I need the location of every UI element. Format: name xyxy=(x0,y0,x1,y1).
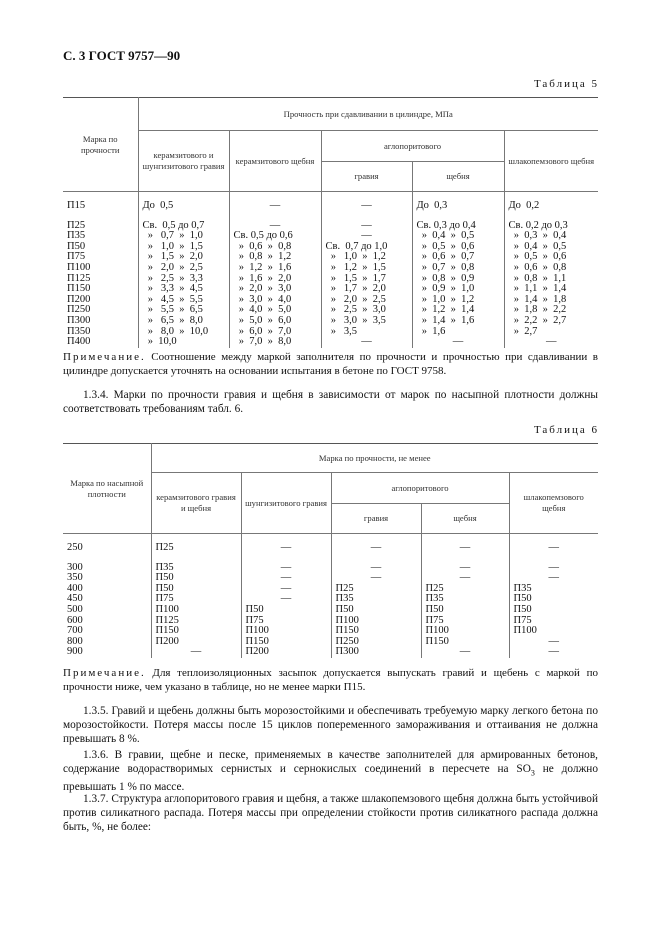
table-row xyxy=(63,337,598,348)
paragraph-1-3-4 xyxy=(63,388,598,416)
table-cell: Св. 0,2 до 0,3 xyxy=(504,221,598,232)
table-cell: П250 xyxy=(67,304,91,316)
table-cell: 700 xyxy=(67,625,83,637)
table-cell: П100 xyxy=(509,626,598,637)
table5-col-keramz-gravel: керамзитового и шунгизитового гравия xyxy=(138,131,229,192)
subscript: 3 xyxy=(530,768,535,778)
paragraph-text: не должно превышать 1 % по массе. xyxy=(63,763,598,794)
table-cell: » 4,5 » 5,5 xyxy=(138,295,229,306)
table-cell: П350 xyxy=(67,325,91,337)
note-label: Примечание. xyxy=(63,351,146,363)
table-cell: П125 xyxy=(67,272,91,284)
table-cell: » 0,8 » 1,2 xyxy=(229,252,321,263)
table-cell: » 2,7 xyxy=(504,327,598,338)
table-cell: » 3,3 » 4,5 xyxy=(138,284,229,295)
table-cell: » 2,5 » 3,3 xyxy=(138,274,229,285)
table-cell: П200 xyxy=(151,637,241,648)
table-cell: » 0,6 » 0,8 xyxy=(504,263,598,274)
table-cell: — xyxy=(321,192,412,221)
table-cell: П75 xyxy=(509,616,598,627)
table-cell: 500 xyxy=(67,603,83,615)
table-cell: Св. 0,3 до 0,4 xyxy=(412,221,504,232)
table-row xyxy=(63,605,598,616)
table-cell: — xyxy=(151,647,241,658)
table-cell: П35 xyxy=(509,584,598,595)
table5-col-slag: шлакопемзового щебня xyxy=(504,131,598,192)
table-cell: До 0,2 xyxy=(504,192,598,221)
paragraph-1-3-5 xyxy=(63,704,598,746)
table-cell: П75 xyxy=(67,251,86,263)
table6-col-shung: шунгизитового гравия xyxy=(241,473,331,534)
table-cell: П150 xyxy=(421,637,509,648)
table-cell: Св. 0,5 до 0,6 xyxy=(229,231,321,242)
table-cell: » 6,5 » 8,0 xyxy=(138,316,229,327)
table5-col-grade: Марка по прочности xyxy=(63,98,138,192)
table-cell: П50 xyxy=(151,584,241,595)
table-cell: — xyxy=(321,221,412,232)
table-cell: П150 xyxy=(331,626,421,637)
table-cell: » 2,2 » 2,7 xyxy=(504,316,598,327)
table-cell: » 0,5 » 0,6 xyxy=(412,242,504,253)
table-cell: » 1,0 » 1,2 xyxy=(321,252,412,263)
table-cell: » 2,0 » 2,5 xyxy=(138,263,229,274)
table-cell: 600 xyxy=(67,614,83,626)
table-cell: П25 xyxy=(421,584,509,595)
table5-col-agloporit: аглопоритового xyxy=(321,131,504,162)
table-cell: » 1,1 » 1,4 xyxy=(504,284,598,295)
paragraph-text: 1.3.7. Структура аглопоритового гравия и щебня, а также шлакопемзового щебня должна быть устойчивой против силикатного распада. Потеря массы при определении стойкости против силикатного распада должна быть, %, не более: xyxy=(63,793,598,833)
table-cell: » 1,5 » 2,0 xyxy=(138,252,229,263)
table-cell: П50 xyxy=(67,240,86,252)
table-cell: » 2,0 » 3,0 xyxy=(229,284,321,295)
note-label: Примечание. xyxy=(63,667,146,679)
table6-note xyxy=(63,666,598,694)
table-cell: » 0,4 » 0,5 xyxy=(412,231,504,242)
page-header: С. 3 ГОСТ 9757—90 xyxy=(63,48,181,63)
table-cell: П300 xyxy=(331,647,421,658)
table-cell: » 1,7 » 2,0 xyxy=(321,284,412,295)
table-row xyxy=(63,637,598,648)
table-row xyxy=(63,647,598,658)
table-cell: П25 xyxy=(67,219,86,231)
paragraph-text: 1.3.4. Марки по прочности гравия и щебня в зависимости от марок по насыпной плотности должны соответствовать требованиям табл. 6. xyxy=(63,389,598,415)
table-cell: » 6,0 » 7,0 xyxy=(229,327,321,338)
table-cell: — xyxy=(331,573,421,584)
table-cell: П200 xyxy=(241,647,331,658)
table-cell: П150 xyxy=(67,283,91,295)
table-cell: П50 xyxy=(241,605,331,616)
table-row xyxy=(63,263,598,274)
table-cell: П50 xyxy=(509,605,598,616)
table-cell: — xyxy=(331,563,421,574)
paragraph-text: 1.3.6. В гравии, щебне и песке, применяемых в качестве заполнителей для армированных бетонов, содержание водорастворимых сернистых и сернокислых соединений в пересчете на SO xyxy=(63,749,598,775)
table-cell: » 3,0 » 3,5 xyxy=(321,316,412,327)
table-cell: — xyxy=(241,534,331,563)
table-cell: — xyxy=(504,337,598,348)
table-cell: — xyxy=(509,534,598,563)
table-cell: 400 xyxy=(67,582,83,594)
table-cell: П100 xyxy=(241,626,331,637)
table-cell: — xyxy=(421,534,509,563)
table6-col-grade: Марка по насыпной плотности xyxy=(63,444,151,534)
table-cell: П125 xyxy=(151,616,241,627)
table-cell: П50 xyxy=(421,605,509,616)
table-cell: » 1,2 » 1,6 xyxy=(229,263,321,274)
table5-caption: Таблица 5 xyxy=(533,78,599,90)
table-cell: » 0,6 » 0,8 xyxy=(229,242,321,253)
table-cell: » 1,2 » 1,5 xyxy=(321,263,412,274)
table-cell: — xyxy=(229,192,321,221)
table-cell: П100 xyxy=(331,616,421,627)
note-text: Соотношение между маркой заполнителя по прочности и прочностью при сдавливании в цилиндре допускается уточнять на основании испытания в бетоне по ГОСТ 9758. xyxy=(63,351,598,377)
table-cell: — xyxy=(321,231,412,242)
table6-col-keramz: керамзитового гравия и щебня xyxy=(151,473,241,534)
table-cell: — xyxy=(321,337,412,348)
table-cell: » 1,5 » 1,7 xyxy=(321,274,412,285)
table-cell: 800 xyxy=(67,635,83,647)
table-cell: » 1,6 xyxy=(412,327,504,338)
table-cell: П25 xyxy=(151,534,241,563)
table-cell: 300 xyxy=(67,561,83,573)
table5-col-keramz-crushed: керамзитового щебня xyxy=(229,131,321,192)
table-cell: П35 xyxy=(151,563,241,574)
table-cell: П35 xyxy=(331,594,421,605)
table5 xyxy=(63,97,598,348)
table-cell: — xyxy=(509,563,598,574)
table-cell: 250 xyxy=(67,542,83,553)
table-cell: » 0,8 » 1,1 xyxy=(504,274,598,285)
table-cell: — xyxy=(421,563,509,574)
table-cell: » 10,0 xyxy=(138,337,229,348)
table-cell: » 0,8 » 0,9 xyxy=(412,274,504,285)
table-cell: » 1,4 » 1,8 xyxy=(504,295,598,306)
table-cell: П35 xyxy=(67,230,86,242)
table6-group-header: Марка по прочности, не менее xyxy=(151,444,598,473)
table-cell: » 1,0 » 1,5 xyxy=(138,242,229,253)
table-cell: П200 xyxy=(67,293,91,305)
table-cell: — xyxy=(509,573,598,584)
table-cell: » 5,5 » 6,5 xyxy=(138,305,229,316)
table-cell: — xyxy=(241,594,331,605)
table-cell: » 1,8 » 2,2 xyxy=(504,305,598,316)
table6-col-aglo-crushed: щебня xyxy=(421,504,509,534)
table-cell: Св. 0,7 до 1,0 xyxy=(321,242,412,253)
table6 xyxy=(63,443,598,658)
table-cell: 900 xyxy=(67,646,83,658)
table-cell: — xyxy=(421,647,509,658)
table-cell: — xyxy=(509,647,598,658)
table-cell: — xyxy=(331,534,421,563)
table-cell: — xyxy=(509,637,598,648)
table-cell: П75 xyxy=(151,594,241,605)
table-cell: » 8,0 » 10,0 xyxy=(138,327,229,338)
paragraph-1-3-7 xyxy=(63,792,598,834)
table-cell: П300 xyxy=(67,314,91,326)
table-row xyxy=(63,626,598,637)
table-cell: » 3,5 xyxy=(321,327,412,338)
table-cell: » 0,9 » 1,0 xyxy=(412,284,504,295)
table-cell: П25 xyxy=(331,584,421,595)
table-cell: » 0,3 » 0,4 xyxy=(504,231,598,242)
table5-note xyxy=(63,350,598,378)
table-cell: П75 xyxy=(421,616,509,627)
table-cell: 450 xyxy=(67,593,83,605)
table-cell: » 1,0 » 1,2 xyxy=(412,295,504,306)
table-cell: — xyxy=(241,573,331,584)
table-row xyxy=(63,192,598,221)
table-cell: » 0,4 » 0,5 xyxy=(504,242,598,253)
table6-col-aglo-gravel: гравия xyxy=(331,504,421,534)
table-cell: П100 xyxy=(421,626,509,637)
table-cell: — xyxy=(421,573,509,584)
table-cell: П100 xyxy=(67,261,91,273)
table-cell: П50 xyxy=(331,605,421,616)
table-cell: П35 xyxy=(421,594,509,605)
table-cell: П400 xyxy=(67,336,91,348)
table-cell: » 0,7 » 1,0 xyxy=(138,231,229,242)
table-cell: 350 xyxy=(67,572,83,584)
table-cell: » 1,4 » 1,6 xyxy=(412,316,504,327)
table-cell: П75 xyxy=(241,616,331,627)
table-row xyxy=(63,316,598,327)
table5-col-aglo-gravel: гравия xyxy=(321,162,412,192)
note-text: Для теплоизоляционных засыпок допускается выпускать гравий и щебень с маркой по прочности ниже, чем указано в таблице, но не менее марки П15. xyxy=(63,667,598,693)
table-cell: » 0,7 » 0,8 xyxy=(412,263,504,274)
table-cell: » 2,0 » 2,5 xyxy=(321,295,412,306)
table-cell: » 1,6 » 2,0 xyxy=(229,274,321,285)
table-cell: — xyxy=(229,221,321,232)
table-cell: » 4,0 » 5,0 xyxy=(229,305,321,316)
table-cell: До 0,3 xyxy=(412,192,504,221)
table-cell: Св. 0,5 до 0,7 xyxy=(138,221,229,232)
table-row xyxy=(63,563,598,574)
table-cell: П150 xyxy=(241,637,331,648)
table-cell: П50 xyxy=(151,573,241,584)
table6-col-slag: шлакопемзового щебня xyxy=(509,473,598,534)
table-cell: До 0,5 xyxy=(138,192,229,221)
paragraph-1-3-6 xyxy=(63,748,598,794)
table-cell: » 3,0 » 4,0 xyxy=(229,295,321,306)
table-cell: » 0,5 » 0,6 xyxy=(504,252,598,263)
table-cell: — xyxy=(241,584,331,595)
table-cell: П250 xyxy=(331,637,421,648)
table-cell: П15 xyxy=(67,200,86,211)
table-cell: П100 xyxy=(151,605,241,616)
table6-col-agloporit: аглопоритового xyxy=(331,473,509,504)
table-cell: — xyxy=(412,337,504,348)
table5-group-header: Прочность при сдавливании в цилиндре, МПа xyxy=(138,98,598,131)
table-cell: П50 xyxy=(509,594,598,605)
table-row xyxy=(63,534,598,563)
table-cell: » 5,0 » 6,0 xyxy=(229,316,321,327)
table-cell: » 0,6 » 0,7 xyxy=(412,252,504,263)
table-cell: » 1,2 » 1,4 xyxy=(412,305,504,316)
table6-caption: Таблица 6 xyxy=(533,424,599,436)
table-cell: П150 xyxy=(151,626,241,637)
table5-col-aglo-crushed: щебня xyxy=(412,162,504,192)
table-cell: — xyxy=(241,563,331,574)
table-cell: » 2,5 » 3,0 xyxy=(321,305,412,316)
paragraph-text: 1.3.5. Гравий и щебень должны быть морозостойкими и обеспечивать требуемую марку легкого бетона по морозостойкости. Потеря массы после 15 циклов попеременного замораживания и оттаивания не должна превышать 8 %. xyxy=(63,705,598,745)
table-cell: » 7,0 » 8,0 xyxy=(229,337,321,348)
